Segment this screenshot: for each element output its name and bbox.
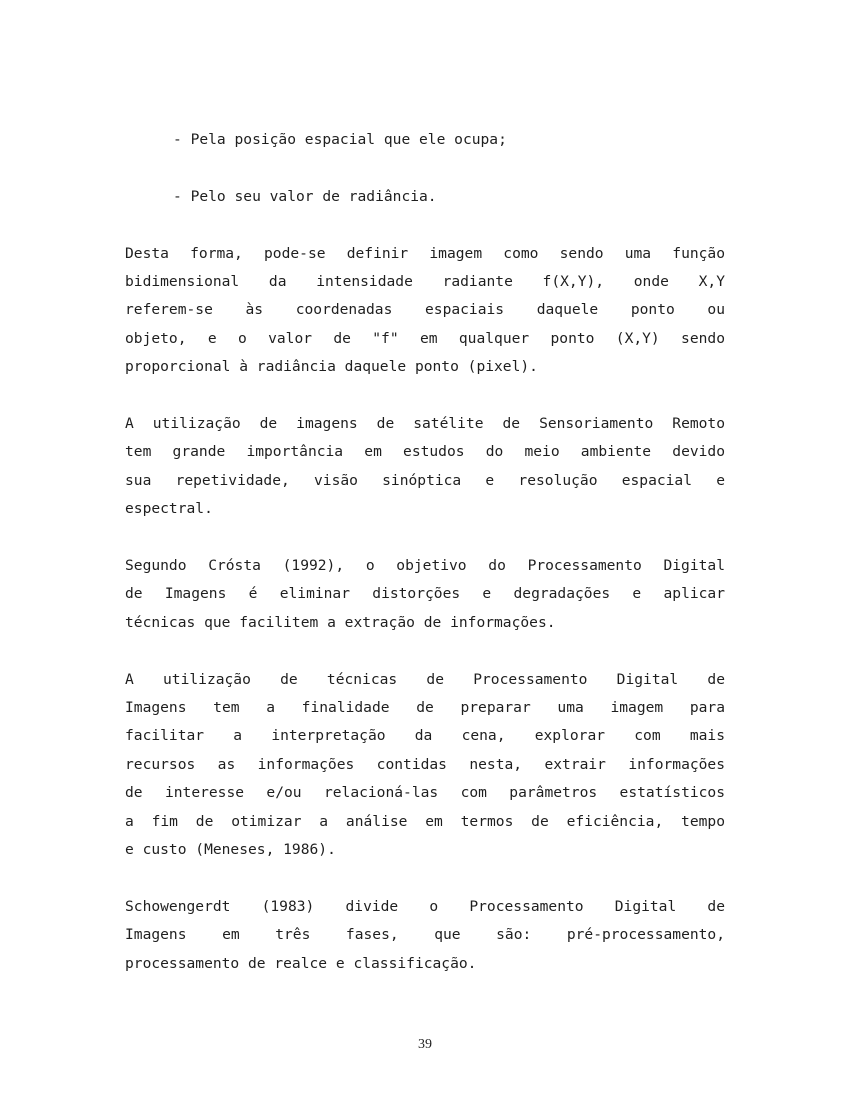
text-line: espectral. [125, 500, 213, 518]
paragraph [125, 410, 725, 524]
paragraph [125, 666, 725, 865]
text-line: de interesse e/ou relacioná-las com parâmetros estatísticos [125, 784, 725, 802]
paragraph [125, 552, 725, 637]
text-line: Imagens tem a finalidade de preparar uma imagem para [125, 699, 725, 717]
text-line: e custo (Meneses, 1986). [125, 841, 336, 859]
text-line: recursos as informações contidas nesta, extrair informações [125, 755, 725, 773]
text-line: facilitar a interpretação da cena, explorar com mais [125, 727, 725, 745]
bullet-item: - Pela posição espacial que ele ocupa; [173, 131, 507, 148]
page-body [125, 126, 725, 1006]
text-line: proporcional à radiância daquele ponto (pixel). [125, 358, 538, 376]
page-number: 39 [418, 1037, 432, 1052]
bullet-item: - Pelo seu valor de radiância. [173, 187, 437, 205]
text-line: A utilização de imagens de satélite de Sensoriamento Remoto [125, 415, 725, 433]
text-line: bidimensional da intensidade radiante f(X,Y), onde X,Y [125, 273, 725, 290]
text-line: referem-se às coordenadas espaciais daquele ponto ou [125, 301, 725, 319]
text-line: objeto, e o valor de "f" em qualquer ponto (X,Y) sendo [125, 329, 725, 347]
text-line: sua repetividade, visão sinóptica e resolução espacial e [125, 471, 725, 489]
text-line: a fim de otimizar a análise em termos de eficiência, tempo [125, 812, 725, 830]
text-line: Desta forma, pode-se definir imagem como sendo uma função [125, 244, 725, 262]
text-line: de Imagens é eliminar distorções e degradações e aplicar [125, 585, 725, 603]
text-line: técnicas que facilitem a extração de informações. [125, 613, 556, 631]
text-line: A utilização de técnicas de Processamento Digital de [125, 670, 725, 688]
paragraph [125, 893, 725, 978]
text-line: Schowengerdt (1983) divide o Processamento Digital de [125, 897, 725, 915]
text-line: Segundo Crósta (1992), o objetivo do Processamento Digital [125, 557, 725, 575]
text-line: Imagens em três fases, que são: pré-processamento, [125, 926, 725, 944]
text-line: tem grande importância em estudos do meio ambiente devido [125, 443, 725, 461]
paragraph [125, 240, 725, 382]
text-line: processamento de realce e classificação. [125, 954, 477, 972]
